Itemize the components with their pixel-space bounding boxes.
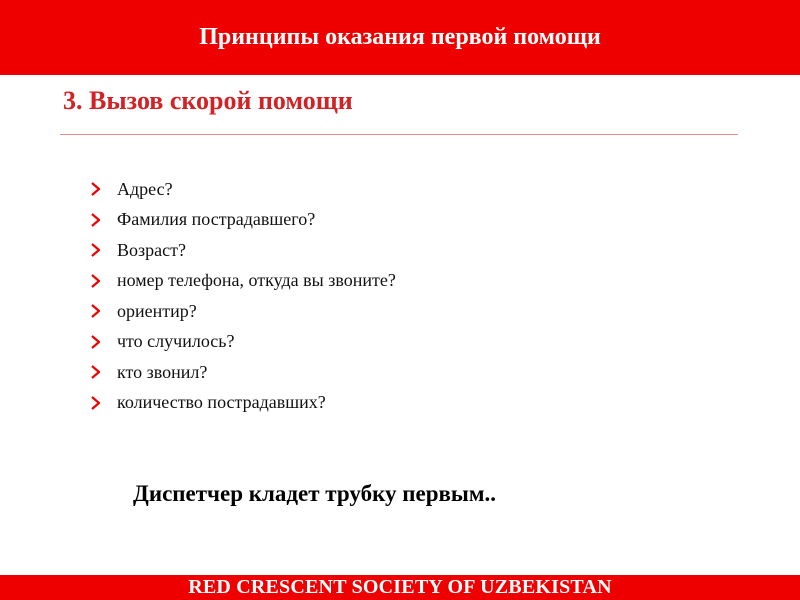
title-divider	[60, 134, 738, 135]
organization-name: RED CRESCENT SOCIETY OF UZBEKISTAN	[188, 576, 612, 598]
list-item-text: Адрес?	[117, 178, 173, 199]
list-item-text: номер телефона, откуда вы звоните?	[117, 270, 396, 291]
chevron-right-icon	[91, 304, 100, 318]
chevron-right-icon	[91, 243, 100, 257]
list-item-text: что случилось?	[117, 331, 235, 352]
list-item	[91, 388, 396, 419]
list-item-text: Возраст?	[117, 239, 186, 260]
list-item	[91, 266, 396, 297]
chevron-right-icon	[91, 396, 100, 410]
list-item-text: ориентир?	[117, 300, 197, 321]
header-bar	[0, 0, 800, 75]
list-item-text: Фамилия пострадавшего?	[117, 209, 316, 230]
chevron-right-icon	[91, 365, 100, 379]
list-item	[91, 235, 396, 266]
footer-bar	[0, 575, 800, 600]
chevron-right-icon	[91, 182, 100, 196]
section-title: 3. Вызов скорой помощи	[63, 86, 353, 115]
chevron-right-icon	[91, 213, 100, 227]
list-item	[91, 296, 396, 327]
list-item-text: кто звонил?	[117, 361, 208, 382]
chevron-right-icon	[91, 274, 100, 288]
list-item	[91, 205, 396, 236]
list-item	[91, 357, 396, 388]
chevron-right-icon	[91, 335, 100, 349]
list-item	[91, 174, 396, 205]
list-item-text: количество пострадавших?	[117, 392, 326, 413]
dispatcher-note: Диспетчер кладет трубку первым..	[133, 481, 497, 506]
bullet-list	[91, 174, 396, 418]
list-item	[91, 327, 396, 358]
slide-header-title: Принципы оказания первой помощи	[199, 24, 601, 50]
